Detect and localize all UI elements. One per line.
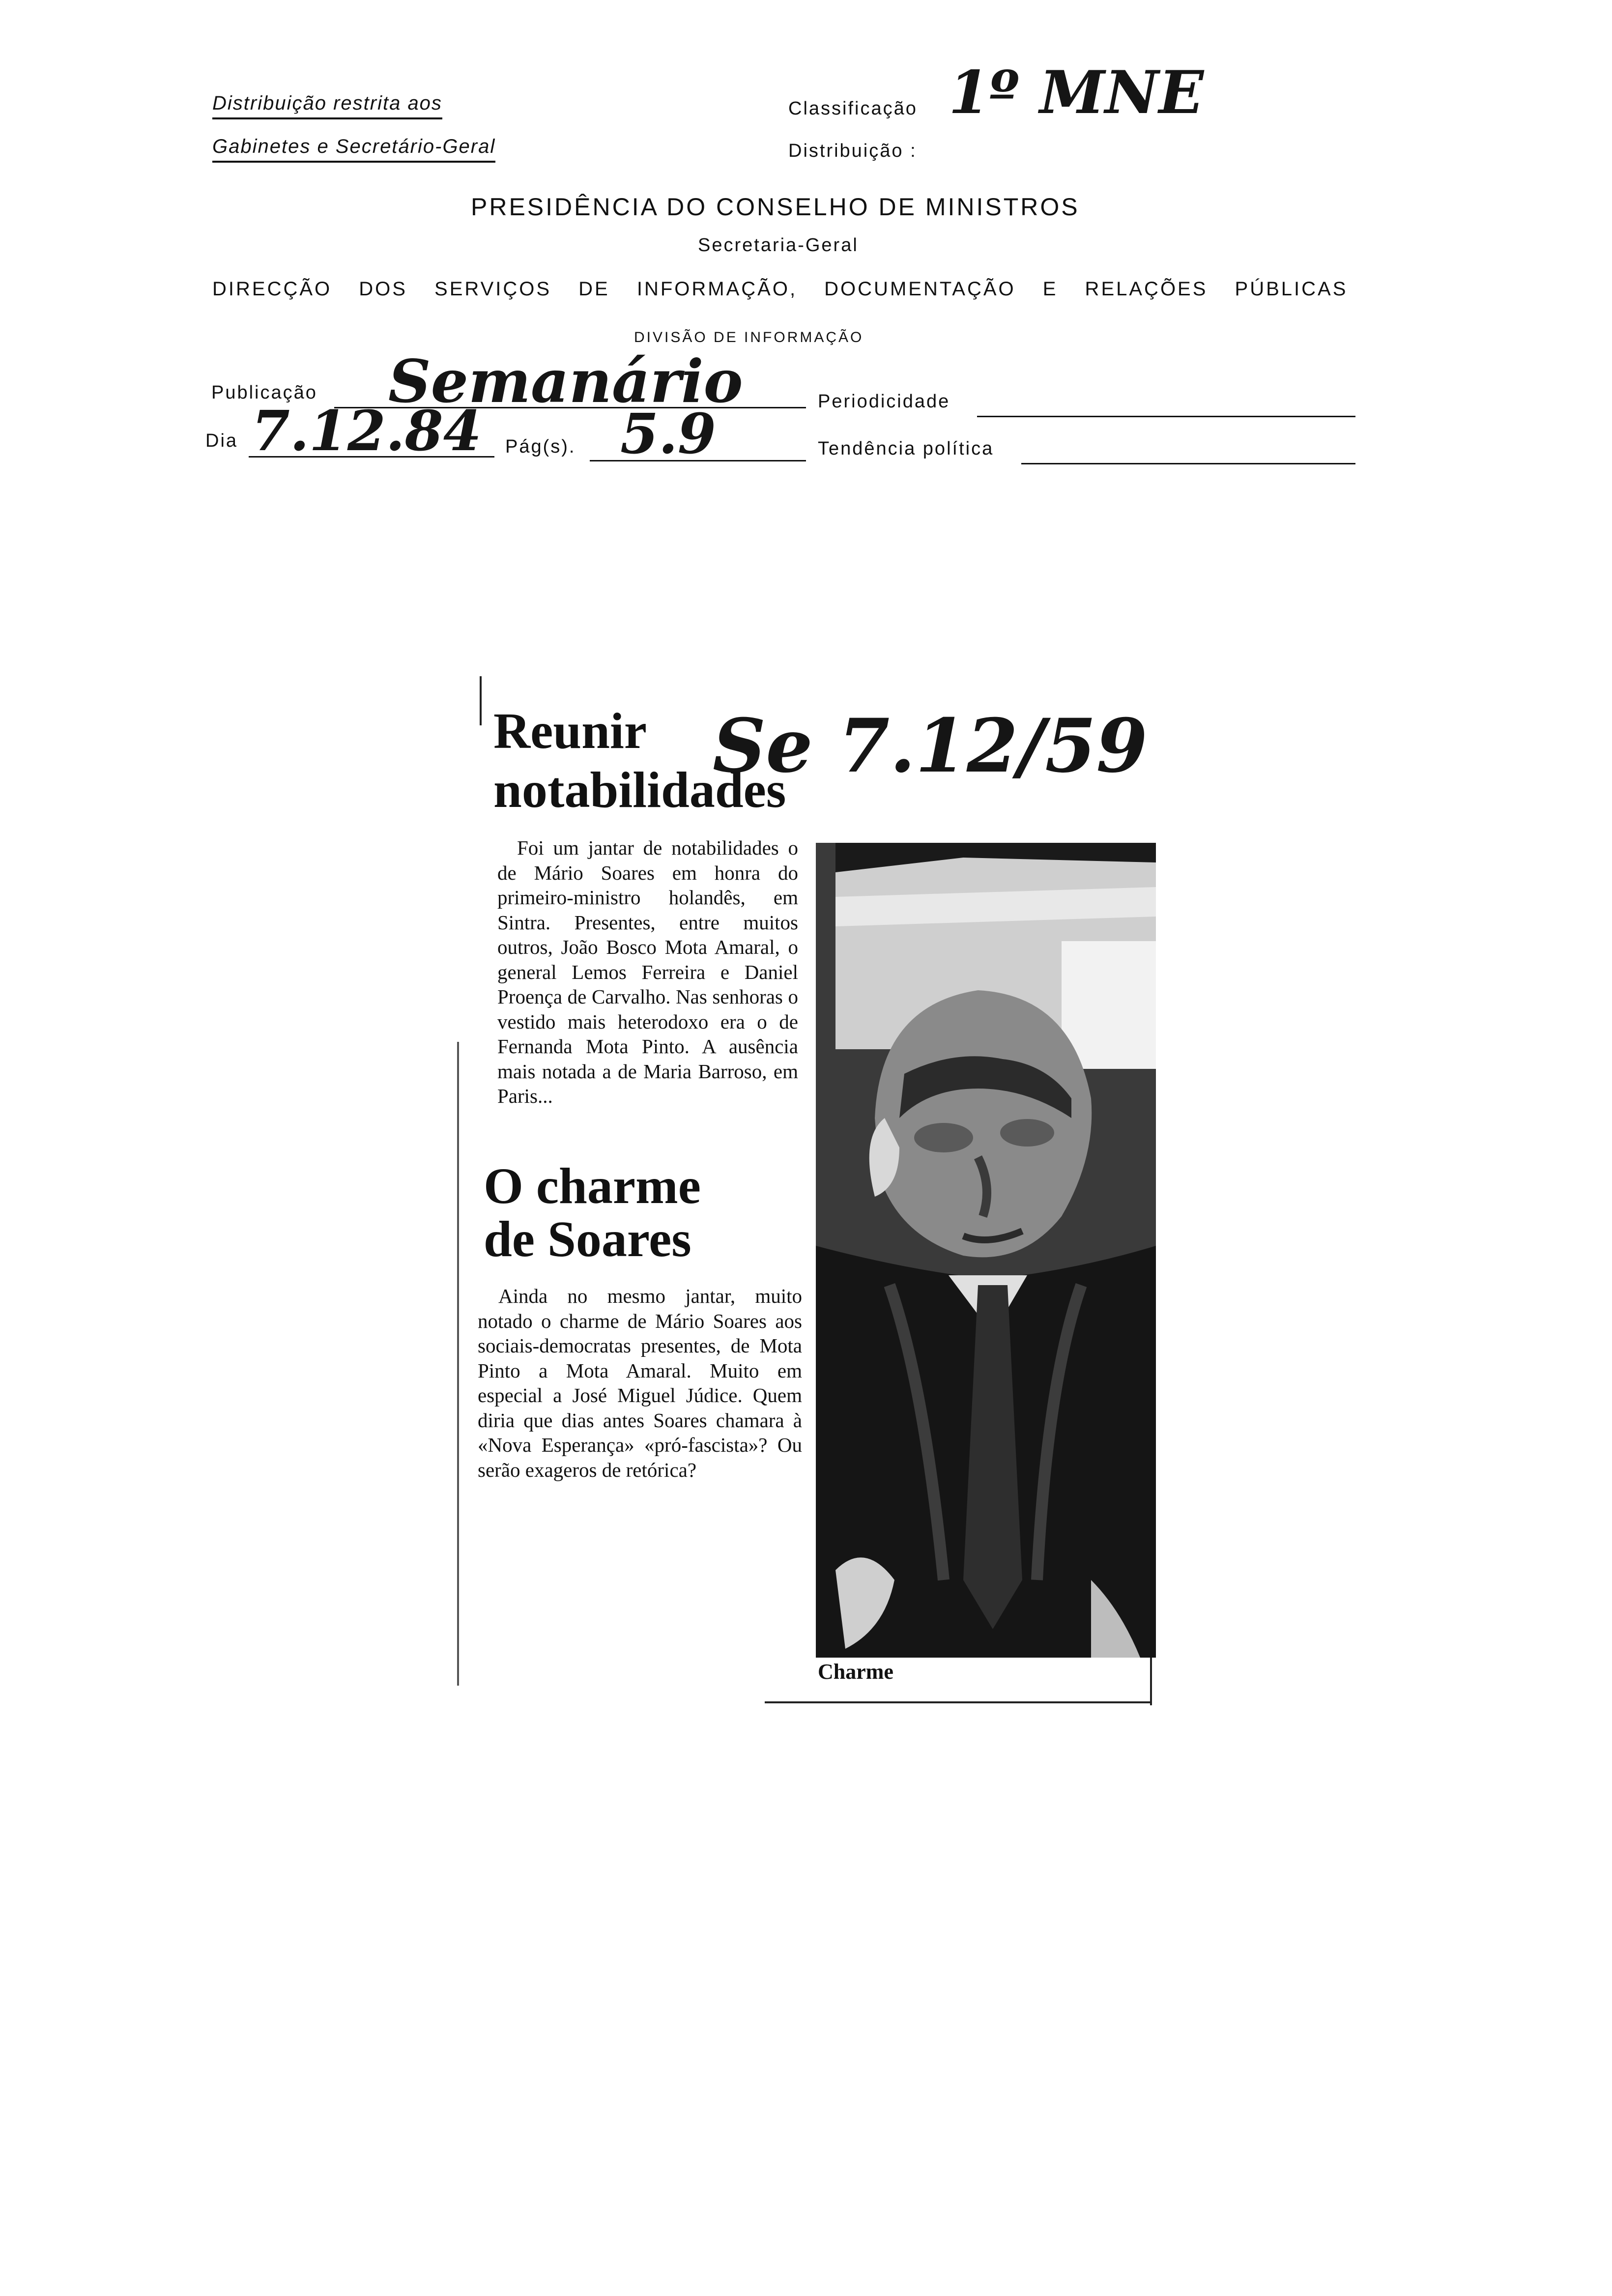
clipping-left-rule-top [480, 676, 482, 725]
publication-label: Publicação [211, 382, 317, 403]
article2-body: Ainda no mesmo jantar, muito notado o charme de Mário Soares aos sociais-democratas presentes, de Mota Pinto a Mota Amaral. Muito em especial a José Miguel Júdice. Quem diria que dias antes Soares chamara à «Nova Esperança» «pró-fascista»? Ou serão exageros de retórica? [478, 1285, 802, 1481]
periodicity-label: Periodicidade [818, 391, 950, 412]
page-title: PRESIDÊNCIA DO CONSELHO DE MINISTROS [471, 193, 1080, 221]
distribution-label: Distribuição : [788, 141, 917, 161]
article2-headline-line2: de Soares [484, 1211, 691, 1267]
article1-headline-line1: Reunir [493, 703, 647, 759]
classification-handwritten: 1º MNE [949, 58, 1204, 127]
photo-caption: Charme [818, 1660, 893, 1684]
pages-handwritten: 5.9 [620, 402, 716, 466]
article1-headline-line2: notabilidades [493, 762, 786, 818]
day-handwritten: 7.12.84 [252, 399, 482, 463]
directorate: DIRECÇÃO DOS SERVIÇOS DE INFORMAÇÃO, DOCUMENTAÇÃO E RELAÇÕES PÚBLICAS [212, 278, 1348, 300]
article2-headline-line1: O charme [484, 1158, 701, 1214]
clipping-bottom-rule [765, 1701, 1151, 1703]
publication-handwritten: Semanário [388, 347, 743, 416]
classification-label: Classificação [788, 98, 918, 119]
portrait-photo-drawing [816, 843, 1156, 1658]
portrait-photo [816, 843, 1156, 1658]
secretariat: Secretaria-Geral [698, 235, 859, 256]
tendency-line [1021, 463, 1355, 464]
day-label: Dia [205, 430, 238, 451]
tendency-label: Tendência política [818, 438, 994, 459]
division: DIVISÃO DE INFORMAÇÃO [634, 329, 864, 345]
article1-body: Foi um jantar de notabilidades o de Mário Soares em honra do primeiro-ministro holandês, em Sintra. Presentes, entre muitos outros, João Bosco Mota Amaral, o general Lemos Ferreira e Daniel Proença de Carvalho. Nas senhoras o vestido mais heterodoxo era o de Fernanda Mota Pinto. A ausência mais notada a de Maria Barroso, em Paris... [497, 836, 798, 1107]
clipping-left-rule [457, 1042, 459, 1686]
clipping-handwritten-ref: Se 7.12/59 [713, 703, 1148, 789]
restricted-distribution-line1: Distribuição restrita aos [212, 92, 442, 119]
periodicity-line [977, 416, 1355, 417]
pages-label: Pág(s). [505, 436, 576, 457]
restricted-distribution-line2: Gabinetes e Secretário-Geral [212, 136, 495, 163]
